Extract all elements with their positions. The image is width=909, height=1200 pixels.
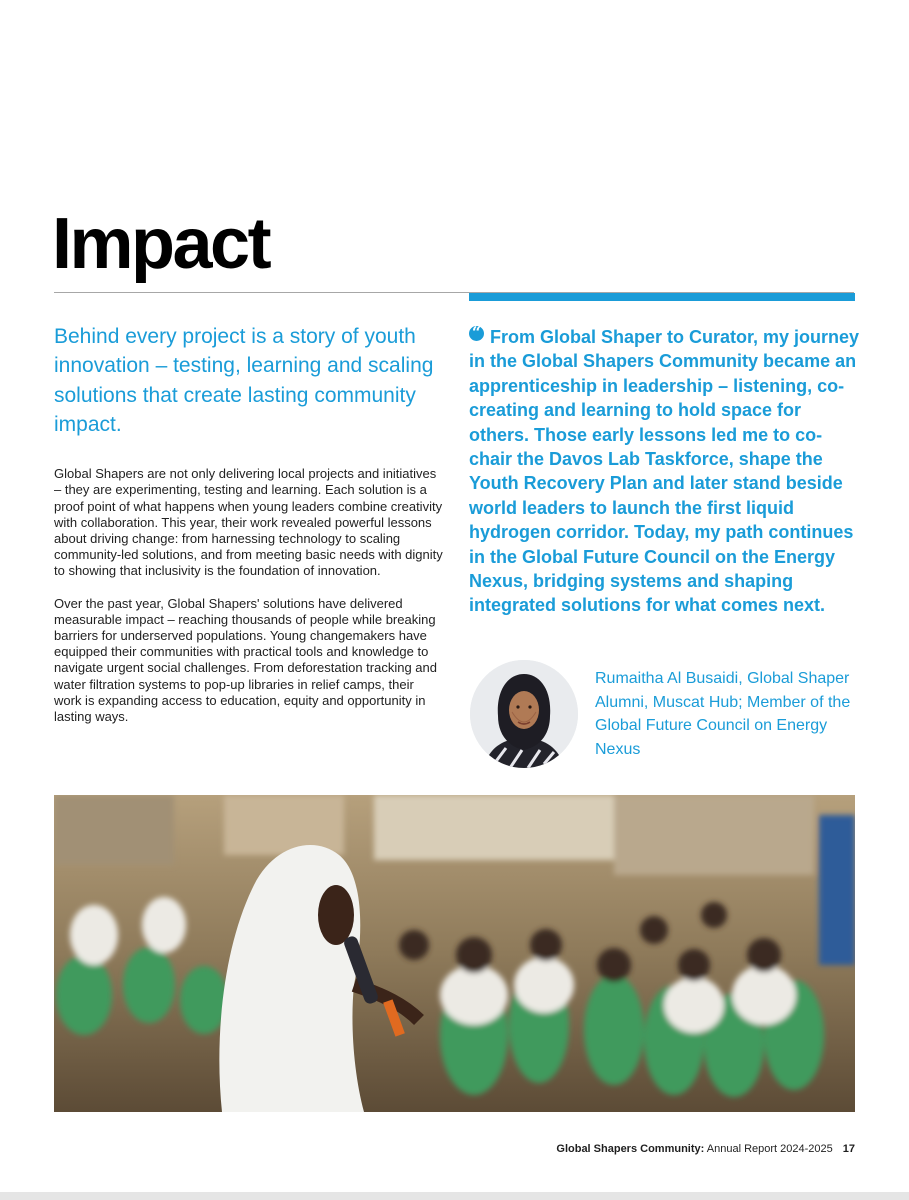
pull-quote — [469, 325, 864, 618]
page-bottom-edge — [0, 1192, 909, 1200]
classroom-photo — [54, 795, 855, 1112]
body-paragraph-1: Global Shapers are not only delivering local projects and initiatives – they are experimenting, testing and learning. Each solution is a proof point of what happens when young leaders combine creativity with collaboration. This year, their work revealed powerful lessons about driving change: from harnessing technology to scaling community-led solutions, and from meeting basic needs with dignity to showing that inclusivity is the foundation of innovation. — [54, 466, 443, 579]
quote-accent-bar — [469, 293, 855, 301]
page-title: Impact — [52, 204, 270, 284]
page-number: 17 — [842, 1143, 855, 1155]
quote-text: From Global Shaper to Curator, my journey in the Global Shapers Community became an apprenticeship in leadership – listening, co-creating and learning to hold space for others. Those early lessons led me to co-chair the Davos Lab Taskforce, shape the Youth Recovery Plan and later stand beside world leaders to launch the first liquid hydrogen corridor. Today, my path continues in the Global Future Council on the Energy Nexus, bridging systems and shaping integrated solutions for what comes next. — [469, 327, 860, 616]
footer-org: Global Shapers Community: — [556, 1143, 705, 1155]
left-column — [54, 322, 444, 725]
footer-report: Annual Report 2024-2025 — [704, 1143, 833, 1155]
body-paragraph-2: Over the past year, Global Shapers' solutions have delivered measurable impact – reaching thousands of people while breaking barriers for underserved populations. Young changemakers have equipped their communities with practical tools and knowledge to navigate urgent social challenges. From deforestation tracking and water filtration systems to pop-up libraries in relief camps, their work is expanding access to education, equity and opportunity in lasting ways. — [54, 595, 437, 725]
avatar — [470, 660, 578, 768]
quote-icon — [469, 326, 484, 341]
page-footer — [556, 1143, 855, 1155]
intro-text: Behind every project is a story of youth innovation – testing, learning and scaling solutions that create lasting community impact. — [54, 325, 434, 436]
quote-attribution: Rumaitha Al Busaidi, Global Shaper Alumni, Muscat Hub; Member of the Global Future Council on Energy Nexus — [595, 670, 851, 758]
